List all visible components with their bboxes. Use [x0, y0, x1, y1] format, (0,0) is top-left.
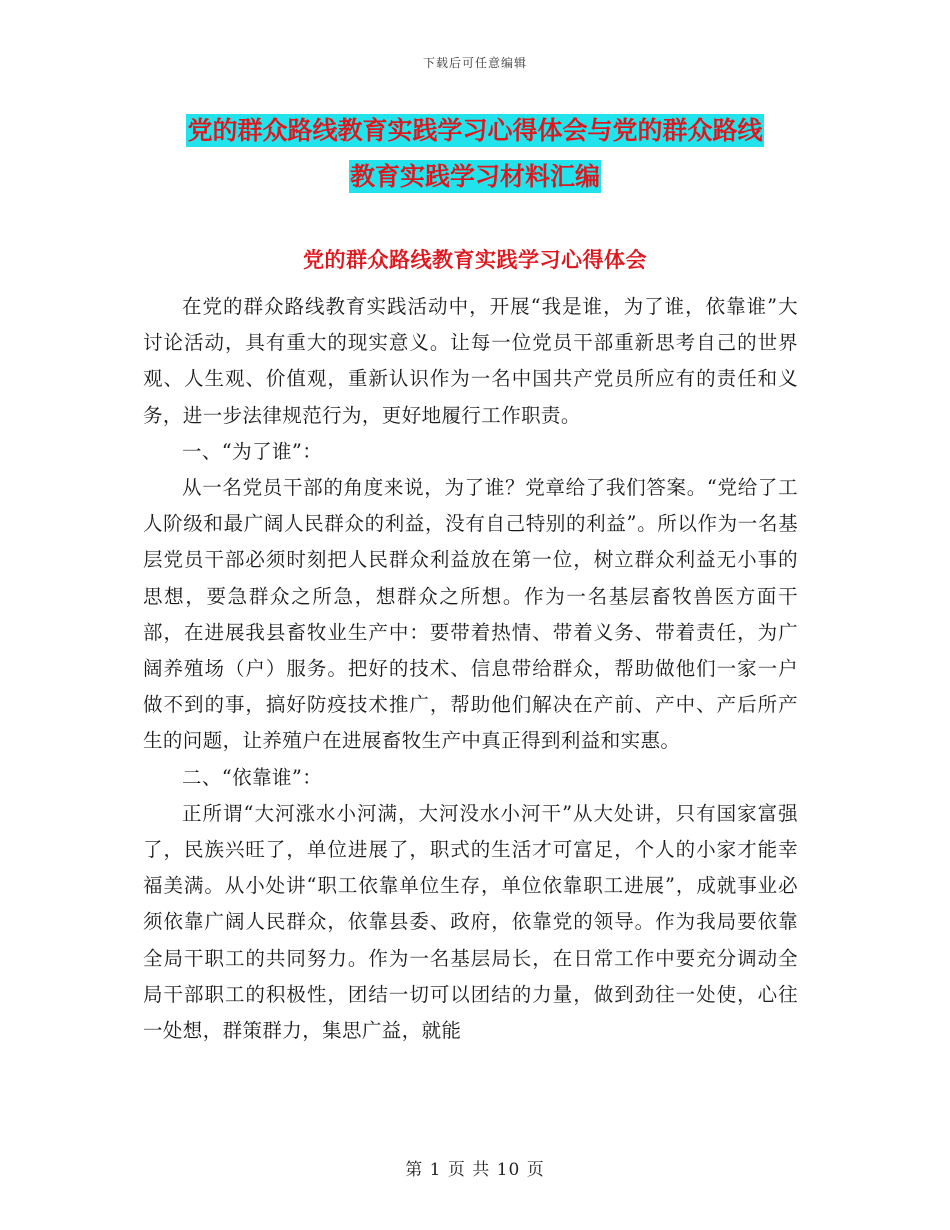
- document-title-line-1: 党的群众路线教育实践学习心得体会与党的群众路线: [187, 116, 763, 145]
- paragraph-for-whom: 从一名党员干部的角度来说，为了谁？党章给了我们答案。“党给了工人阶级和最广阔人民群众的利益，没有自己特别的利益”。所以作为一名基层党员干部必须时刻把人民群众利益放在第一位，树立群众利益无小事的思想，要急群众之所急，想群众之所想。作为一名基层畜牧兽医方面干部，在进展我县畜牧业生产中：要带着热情、带着义务、带着责任，为广阔养殖场（户）服务。把好的技术、信息带给群众，帮助做他们一家一户做不到的事，搞好防疫技术推广，帮助他们解决在产前、产中、产后所产生的问题，让养殖户在进展畜牧生产中真正得到利益和实惠。: [143, 476, 798, 753]
- header-note: 下载后可任意编辑: [422, 56, 527, 70]
- page-footer: 第 1 页 共 10 页: [405, 1160, 545, 1180]
- paragraph-rely-on-whom: 正所谓“大河涨水小河满，大河没水小河干”从大处讲，只有国家富强了，民族兴旺了，单位进展了，职式的生活才可富足，个人的小家才能幸福美满。从小处讲“职工依靠单位生存，单位依靠职工进展”，成就事业必须依靠广阔人民群众，依靠县委、政府，依靠党的领导。作为我局要依靠全局干职工的共同努力。作为一名基层局长，在日常工作中要充分调动全局干部职工的积极性，团结一切可以团结的力量，做到劲往一处使，心往一处想，群策群力，集思广益，就能: [143, 801, 798, 1043]
- heading-for-whom: 一、“为了谁”：: [182, 439, 323, 463]
- paragraph-intro: 在党的群众路线教育实践活动中，开展“我是谁，为了谁，依靠谁”大讨论活动，具有重大的现实意义。让每一位党员干部重新思考自己的世界观、人生观、价值观，重新认识作为一名中国共产党员所应有的责任和义务，进一步法律规范行为，更好地履行工作职责。: [143, 295, 798, 427]
- body-text: [143, 289, 798, 1049]
- document-title-line-2: 教育实践学习材料汇编: [349, 162, 600, 191]
- section-title: 党的群众路线教育实践学习心得体会: [303, 248, 647, 272]
- heading-rely-on-whom: 二、“依靠谁”：: [182, 765, 323, 789]
- document-title: [130, 108, 820, 200]
